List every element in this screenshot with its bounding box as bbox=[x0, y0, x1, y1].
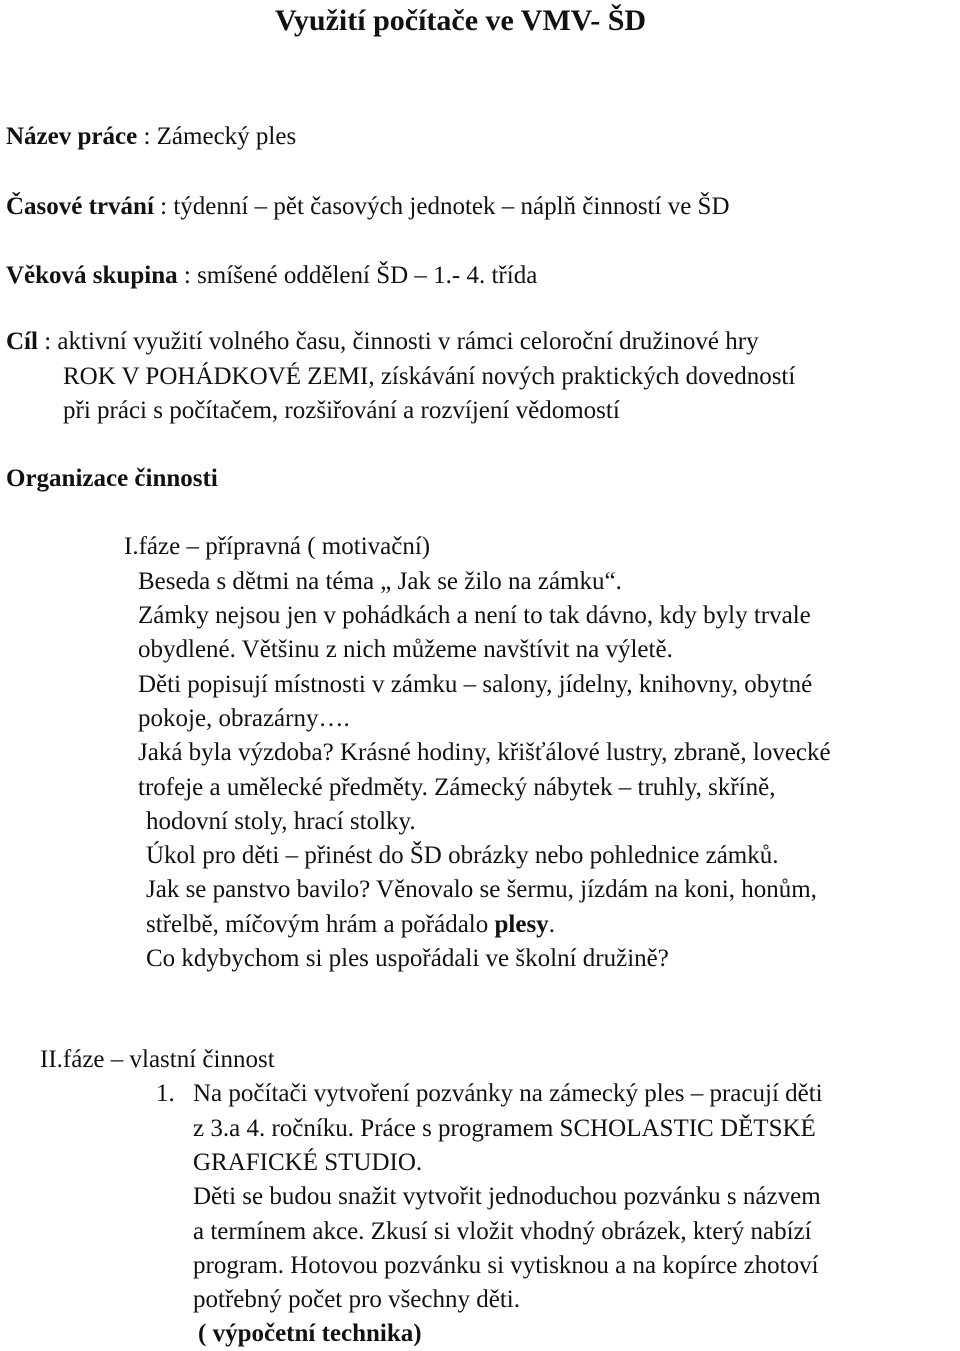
vekova-value: smíšené oddělení ŠD – 1.- 4. třída bbox=[197, 262, 538, 289]
casove-label: Časové trvání bbox=[6, 193, 154, 220]
faze1-line: Co kdybychom si ples uspořádali ve školní družině? bbox=[146, 945, 669, 972]
vekova-row bbox=[6, 259, 537, 293]
nazev-label: Název práce bbox=[6, 123, 138, 150]
faze1-line: Děti popisují místnosti v zámku – salony, jídelny, knihovny, obytné bbox=[138, 671, 813, 698]
faze2-line: Na počítači vytvoření pozvánky na zámecký ples – pracují děti bbox=[193, 1080, 823, 1107]
plesy-word: plesy bbox=[494, 911, 549, 938]
faze1-line-plesy-pre: střelbě, míčovým hrám a pořádalo bbox=[146, 911, 495, 938]
faze1-line: Jaká byla výzdoba? Krásné hodiny, křišťálové lustry, zbraně, lovecké bbox=[138, 739, 831, 766]
faze2-line: program. Hotovou pozvánku si vytisknou a na kopírce zhotoví bbox=[193, 1252, 819, 1279]
nazev-sep: : bbox=[137, 123, 157, 150]
faze2-item-number: 1. bbox=[156, 1080, 175, 1107]
faze2-heading: II.fáze – vlastní činnost bbox=[40, 1046, 275, 1073]
casove-value: týdenní – pět časových jednotek – náplň činností ve ŠD bbox=[173, 193, 730, 220]
cil-line-2: ROK V POHÁDKOVÉ ZEMI, získávání nových praktických dovedností bbox=[63, 363, 796, 390]
casove-sep: : bbox=[153, 193, 174, 220]
faze1-line: Úkol pro děti – přinést do ŠD obrázky nebo pohlednice zámků. bbox=[146, 842, 779, 869]
faze1-line: hodovní stoly, hrací stolky. bbox=[146, 808, 416, 835]
faze2-note: ( výpočetní technika) bbox=[198, 1320, 422, 1347]
vekova-label: Věková skupina bbox=[6, 262, 178, 289]
faze2-line: a termínem akce. Zkusí si vložit vhodný obrázek, který nabízí bbox=[193, 1218, 812, 1245]
faze1-line: Zámky nejsou jen v pohádkách a není to tak dávno, kdy byly trvale bbox=[138, 602, 811, 629]
cil-row bbox=[6, 325, 759, 359]
nazev-value: Zámecký ples bbox=[156, 123, 297, 150]
faze2-line: GRAFICKÉ STUDIO. bbox=[193, 1149, 423, 1176]
nazev-row bbox=[6, 120, 296, 154]
organizace-heading: Organizace činnosti bbox=[6, 465, 218, 492]
faze1-line: Beseda s dětmi na téma „ Jak se žilo na zámku“. bbox=[138, 568, 622, 595]
faze1-line: Jak se panstvo bavilo? Věnovalo se šermu, jízdám na koni, honům, bbox=[146, 876, 817, 903]
faze2-line: potřebný počet pro všechny děti. bbox=[193, 1286, 520, 1313]
casove-row bbox=[6, 190, 730, 224]
faze1-heading: I.fáze – přípravná ( motivační) bbox=[124, 533, 431, 560]
faze1-line: trofeje a umělecké předměty. Zámecký nábytek – truhly, skříně, bbox=[138, 774, 776, 801]
cil-line-3: při práci s počítačem, rozšiřování a rozvíjení vědomostí bbox=[63, 397, 620, 424]
vekova-sep: : bbox=[177, 262, 198, 289]
faze2-line: Děti se budou snažit vytvořit jednoduchou pozvánku s názvem bbox=[193, 1183, 821, 1210]
cil-label: Cíl bbox=[6, 328, 38, 355]
faze1-line-plesy-post: . bbox=[548, 911, 555, 938]
cil-sep: : bbox=[37, 328, 58, 355]
page-title: Využití počítače ve VMV- ŠD bbox=[275, 4, 647, 37]
faze1-line: pokoje, obrazárny…. bbox=[138, 705, 350, 732]
faze1-line: obydlené. Většinu z nich můžeme navštívit na výletě. bbox=[138, 636, 673, 663]
faze2-line: z 3.a 4. ročníku. Práce s programem SCHOLASTIC DĚTSKÉ bbox=[193, 1115, 816, 1142]
cil-line-1: aktivní využití volného času, činnosti v rámci celoroční družinové hry bbox=[57, 328, 759, 355]
faze1-line-plesy bbox=[146, 908, 555, 942]
